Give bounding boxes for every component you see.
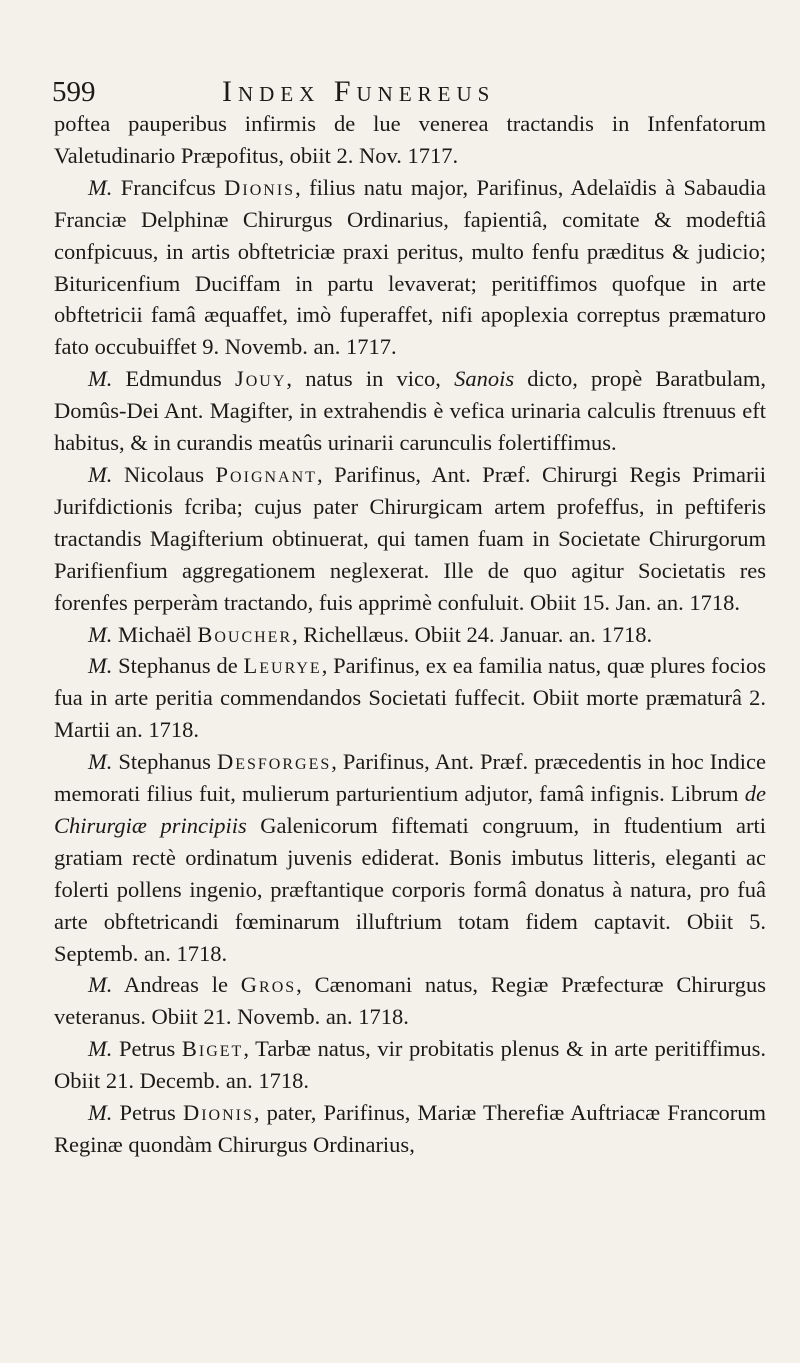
entry-text: poftea pauperibus infirmis de lue venerea tractandis in Infenfatorum Valetudinario Præpofitus, obiit 2. Nov. 1717.	[54, 111, 766, 168]
entry-surname: Gros	[240, 972, 297, 998]
entry-forename: Stephanus	[118, 749, 211, 775]
entry-jouy	[54, 363, 766, 459]
entry-dionis-filius	[54, 172, 766, 363]
entry-surname: Leurye	[243, 653, 322, 679]
entry-text: , Richellæus. Obiit 24. Januar. an. 1718.	[292, 621, 653, 647]
entry-surname: Jouy	[234, 366, 287, 392]
entry-surname: Biget	[181, 1036, 244, 1062]
entry-text: , Cænomani natus, Regiæ Præfecturæ Chirurgus veteranus. Obiit 21. Novemb. an. 1718.	[54, 972, 767, 1030]
entry-forename: Francifcus	[120, 174, 216, 200]
entry-text: , Parifinus, Ant. Præf. Chirurgi Regis Primarii Jurifdictionis fcriba; cujus pater Chirurgicam artem profeffus, in peftiferis tractandis Magifterium obtinuerat, qui tamen fuam in Societate Chirurgorum Parifienfium aggregationem neglexerat. Ille de quo agitur Societatis res forenfes perperàm tractando, fuis apprimè confuluit. Obiit 15. Jan. an. 1718.	[54, 461, 767, 615]
entry-forename: Petrus	[119, 1036, 176, 1062]
entry-forename: Petrus	[119, 1100, 176, 1126]
entry-boucher	[54, 619, 766, 651]
entry-forename: Michaël	[118, 621, 192, 647]
entry-le-gros	[54, 969, 766, 1033]
entry-marker: M.	[88, 1036, 113, 1062]
page-number: 599	[52, 76, 96, 108]
entry-marker: M.	[88, 1100, 113, 1126]
entry-text: , natus in vico,	[286, 366, 455, 392]
entry-marker: M.	[88, 366, 113, 392]
entry-surname: Dionis	[224, 174, 296, 200]
entry-poignant	[54, 459, 766, 619]
entry-forename: Nicolaus	[123, 461, 204, 487]
entry-desforges	[54, 746, 766, 969]
entry-text: , filius natu major, Parifinus, Adelaïdis à Sabaudia Franciæ Delphinæ Chirurgus Ordinarius, fapientiâ, comitate & modeftiâ confpicuus, in artis obftetriciæ praxi peritus, multo fenfu præditus & judicio; Bituricenfium Duciffam in partu levaverat; peritiffimos quofque in arte obftetricii famâ æquaffet, imò fuperaffet, nifi apoplexia correptus præmaturo fato occubuiffet 9. Novemb. an. 1717.	[54, 174, 767, 360]
entry-biget	[54, 1033, 766, 1097]
entry-text: , Tarbæ natus, vir probitatis plenus & in arte peritiffimus. Obiit 21. Decemb. an. 1718.	[54, 1036, 767, 1094]
entry-text: , Parifinus, Ant. Præf. præcedentis in hoc Indice memorati filius fuit, mulierum parturientium adjutor, famâ infignis. Librum	[54, 749, 766, 807]
entry-italic: Sanois	[454, 366, 515, 392]
entry-marker: M.	[88, 972, 113, 998]
running-header	[52, 72, 752, 112]
entry-forename: Andreas le	[123, 972, 228, 998]
entry-forename: Edmundus	[125, 366, 222, 392]
entry-text: dicto, propè Baratbulam, Domûs-Dei Ant. Magifter, in extrahendis è vefica urinaria calculis ftrenuus eft habitus, & in curandis meatûs urinarii carunculis folertiffimus.	[54, 366, 767, 456]
entry-surname: Desforges	[216, 749, 332, 775]
entry-forename: Stephanus de	[118, 653, 238, 679]
entry-surname: Poignant	[215, 461, 317, 487]
entry-marker: M.	[88, 749, 113, 775]
entry-text: , pater, Parifinus, Mariæ Therefiæ Auftriacæ Francorum Reginæ quondàm Chirurgus Ordinarius,	[54, 1100, 767, 1157]
entry-italic: de Chirurgiæ principiis	[54, 781, 766, 838]
running-title: Index Funereus	[222, 75, 496, 108]
entry-dionis-pater	[54, 1097, 766, 1161]
entry-marker: M.	[88, 461, 113, 487]
entry-continuation	[54, 108, 766, 172]
entry-marker: M.	[88, 653, 113, 679]
entry-de-leurye	[54, 650, 766, 746]
entry-surname: Dionis	[182, 1100, 254, 1126]
entry-text: , Parifinus, ex ea familia natus, quæ plures focios fua in arte peritia commendandos Societati fuffecit. Obiit morte præmaturâ 2. Martii an. 1718.	[54, 653, 767, 743]
entry-surname: Boucher	[197, 621, 293, 647]
entry-marker: M.	[88, 174, 113, 200]
entry-text: Galenicorum fiftemati congruum, in ftudentium arti gratiam rectè ordinatum juvenis ediderat. Bonis imbutus litteris, eleganti ac folerti pollens ingenio, præftantique corporis formâ donatus à natura, pro fuâ arte obftetricandi fœminarum illuftrium totam fidem captavit. Obiit 5. Septemb. an. 1718.	[54, 812, 766, 966]
body-text	[54, 108, 766, 1161]
entry-marker: M.	[88, 621, 113, 647]
